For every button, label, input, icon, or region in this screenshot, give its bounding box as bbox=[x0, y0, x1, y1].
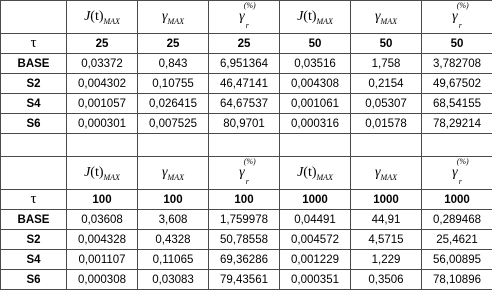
value-cell: 79,43561 bbox=[209, 270, 280, 290]
empty-cell bbox=[209, 134, 280, 157]
j-max-header bbox=[67, 157, 138, 190]
gamma-symbol: γ bbox=[239, 165, 245, 180]
value-cell: 44,91 bbox=[351, 210, 422, 230]
empty-cell bbox=[138, 134, 209, 157]
value-cell: 0,843 bbox=[138, 54, 209, 74]
table-row bbox=[1, 210, 492, 230]
empty-corner-cell bbox=[1, 157, 67, 190]
value-cell: 50,78558 bbox=[209, 230, 280, 250]
value-cell: 0,004308 bbox=[280, 74, 351, 94]
j-argument: (t) bbox=[90, 9, 103, 24]
value-cell: 0,03372 bbox=[67, 54, 138, 74]
value-cell: 0,01578 bbox=[351, 114, 422, 134]
table-row bbox=[1, 230, 492, 250]
table1-tau-row bbox=[1, 34, 492, 54]
value-cell: 0,001229 bbox=[280, 250, 351, 270]
tau-value-cell: 100 bbox=[67, 190, 138, 210]
value-cell: 0,4328 bbox=[138, 230, 209, 250]
value-cell: 68,54155 bbox=[422, 94, 492, 114]
tau-value-cell: 50 bbox=[280, 34, 351, 54]
empty-cell bbox=[1, 134, 67, 157]
value-cell: 46,47141 bbox=[209, 74, 280, 94]
max-subscript: MAX bbox=[168, 173, 184, 182]
value-cell: 3,608 bbox=[138, 210, 209, 230]
value-cell: 0,289468 bbox=[422, 210, 492, 230]
gamma-symbol: γ bbox=[452, 165, 458, 180]
value-cell: 0,007525 bbox=[138, 114, 209, 134]
gamma-r-percent-header bbox=[209, 157, 280, 190]
gamma-symbol: γ bbox=[239, 9, 245, 24]
tau-label: τ bbox=[1, 34, 67, 54]
percent-superscript: (%) bbox=[244, 157, 256, 166]
value-cell: 25,4621 bbox=[422, 230, 492, 250]
table2-tau-row bbox=[1, 190, 492, 210]
table-row bbox=[1, 114, 492, 134]
empty-cell bbox=[351, 134, 422, 157]
value-cell: 0,05307 bbox=[351, 94, 422, 114]
table-row bbox=[1, 270, 492, 290]
gamma-r-percent-header bbox=[209, 1, 280, 34]
gamma-max-header bbox=[351, 157, 422, 190]
gamma-symbol: γ bbox=[162, 9, 168, 24]
value-cell: 1,758 bbox=[351, 54, 422, 74]
r-subscript: r bbox=[246, 21, 249, 30]
j-max-header bbox=[280, 1, 351, 34]
table-row bbox=[1, 94, 492, 114]
value-cell: 0,001061 bbox=[280, 94, 351, 114]
tau-value-cell: 1000 bbox=[351, 190, 422, 210]
r-subscript: r bbox=[459, 21, 462, 30]
empty-corner-cell bbox=[1, 1, 67, 34]
gamma-max-header bbox=[138, 157, 209, 190]
gamma-max-header bbox=[138, 1, 209, 34]
table1-symbol-header-row bbox=[1, 1, 492, 34]
value-cell: 0,03516 bbox=[280, 54, 351, 74]
table-row bbox=[1, 74, 492, 94]
value-cell: 0,10755 bbox=[138, 74, 209, 94]
value-cell: 0,001107 bbox=[67, 250, 138, 270]
table-row bbox=[1, 250, 492, 270]
value-cell: 0,000351 bbox=[280, 270, 351, 290]
value-cell: 6,951364 bbox=[209, 54, 280, 74]
empty-cell bbox=[422, 134, 492, 157]
max-subscript: MAX bbox=[104, 173, 120, 182]
value-cell: 4,5715 bbox=[351, 230, 422, 250]
row-label: S6 bbox=[1, 270, 67, 290]
empty-cell bbox=[67, 134, 138, 157]
value-cell: 0,3506 bbox=[351, 270, 422, 290]
table-row bbox=[1, 54, 492, 74]
gamma-r-percent-header bbox=[422, 1, 492, 34]
max-subscript: MAX bbox=[317, 173, 333, 182]
value-cell: 56,00895 bbox=[422, 250, 492, 270]
value-cell: 64,67537 bbox=[209, 94, 280, 114]
value-cell: 0,2154 bbox=[351, 74, 422, 94]
tau-value-cell: 25 bbox=[138, 34, 209, 54]
row-label: S2 bbox=[1, 74, 67, 94]
value-cell: 3,782708 bbox=[422, 54, 492, 74]
value-cell: 0,000308 bbox=[67, 270, 138, 290]
value-cell: 80,9701 bbox=[209, 114, 280, 134]
row-label: BASE bbox=[1, 54, 67, 74]
gamma-symbol: γ bbox=[162, 165, 168, 180]
value-cell: 0,03608 bbox=[67, 210, 138, 230]
j-symbol: J bbox=[84, 165, 90, 180]
value-cell: 0,000316 bbox=[280, 114, 351, 134]
tau-value-cell: 50 bbox=[422, 34, 492, 54]
row-label: S4 bbox=[1, 250, 67, 270]
tau-value-cell: 25 bbox=[67, 34, 138, 54]
gamma-max-header bbox=[351, 1, 422, 34]
value-cell: 0,04491 bbox=[280, 210, 351, 230]
value-cell: 1,229 bbox=[351, 250, 422, 270]
j-symbol: J bbox=[297, 165, 303, 180]
tau-value-cell: 25 bbox=[209, 34, 280, 54]
max-subscript: MAX bbox=[381, 173, 397, 182]
tau-value-cell: 1000 bbox=[280, 190, 351, 210]
row-label: BASE bbox=[1, 210, 67, 230]
gamma-symbol: γ bbox=[375, 165, 381, 180]
value-cell: 0,03083 bbox=[138, 270, 209, 290]
gamma-symbol: γ bbox=[452, 9, 458, 24]
gamma-symbol: γ bbox=[375, 9, 381, 24]
row-label: S6 bbox=[1, 114, 67, 134]
value-cell: 69,36286 bbox=[209, 250, 280, 270]
percent-superscript: (%) bbox=[244, 1, 256, 10]
r-subscript: r bbox=[246, 177, 249, 186]
table2-symbol-header-row bbox=[1, 157, 492, 190]
j-argument: (t) bbox=[303, 165, 316, 180]
max-subscript: MAX bbox=[317, 17, 333, 26]
value-cell: 0,004328 bbox=[67, 230, 138, 250]
percent-superscript: (%) bbox=[457, 1, 469, 10]
tau-value-cell: 1000 bbox=[422, 190, 492, 210]
value-cell: 0,001057 bbox=[67, 94, 138, 114]
tau-value-cell: 50 bbox=[351, 34, 422, 54]
value-cell: 78,10896 bbox=[422, 270, 492, 290]
row-label: S2 bbox=[1, 230, 67, 250]
j-max-header bbox=[67, 1, 138, 34]
row-label: S4 bbox=[1, 94, 67, 114]
spacer-row bbox=[1, 134, 492, 157]
j-max-header bbox=[280, 157, 351, 190]
j-symbol: J bbox=[84, 9, 90, 24]
empty-cell bbox=[280, 134, 351, 157]
tau-label: τ bbox=[1, 190, 67, 210]
tau-value-cell: 100 bbox=[138, 190, 209, 210]
value-cell: 0,11065 bbox=[138, 250, 209, 270]
value-cell: 49,67502 bbox=[422, 74, 492, 94]
gamma-r-percent-header bbox=[422, 157, 492, 190]
value-cell: 0,026415 bbox=[138, 94, 209, 114]
r-subscript: r bbox=[459, 177, 462, 186]
j-argument: (t) bbox=[303, 9, 316, 24]
tau-value-cell: 100 bbox=[209, 190, 280, 210]
value-cell: 0,004302 bbox=[67, 74, 138, 94]
max-subscript: MAX bbox=[168, 17, 184, 26]
j-symbol: J bbox=[297, 9, 303, 24]
j-argument: (t) bbox=[90, 165, 103, 180]
value-cell: 78,29214 bbox=[422, 114, 492, 134]
value-cell: 1,759978 bbox=[209, 210, 280, 230]
max-subscript: MAX bbox=[381, 17, 397, 26]
value-cell: 0,000301 bbox=[67, 114, 138, 134]
percent-superscript: (%) bbox=[457, 157, 469, 166]
value-cell: 0,004572 bbox=[280, 230, 351, 250]
max-subscript: MAX bbox=[104, 17, 120, 26]
